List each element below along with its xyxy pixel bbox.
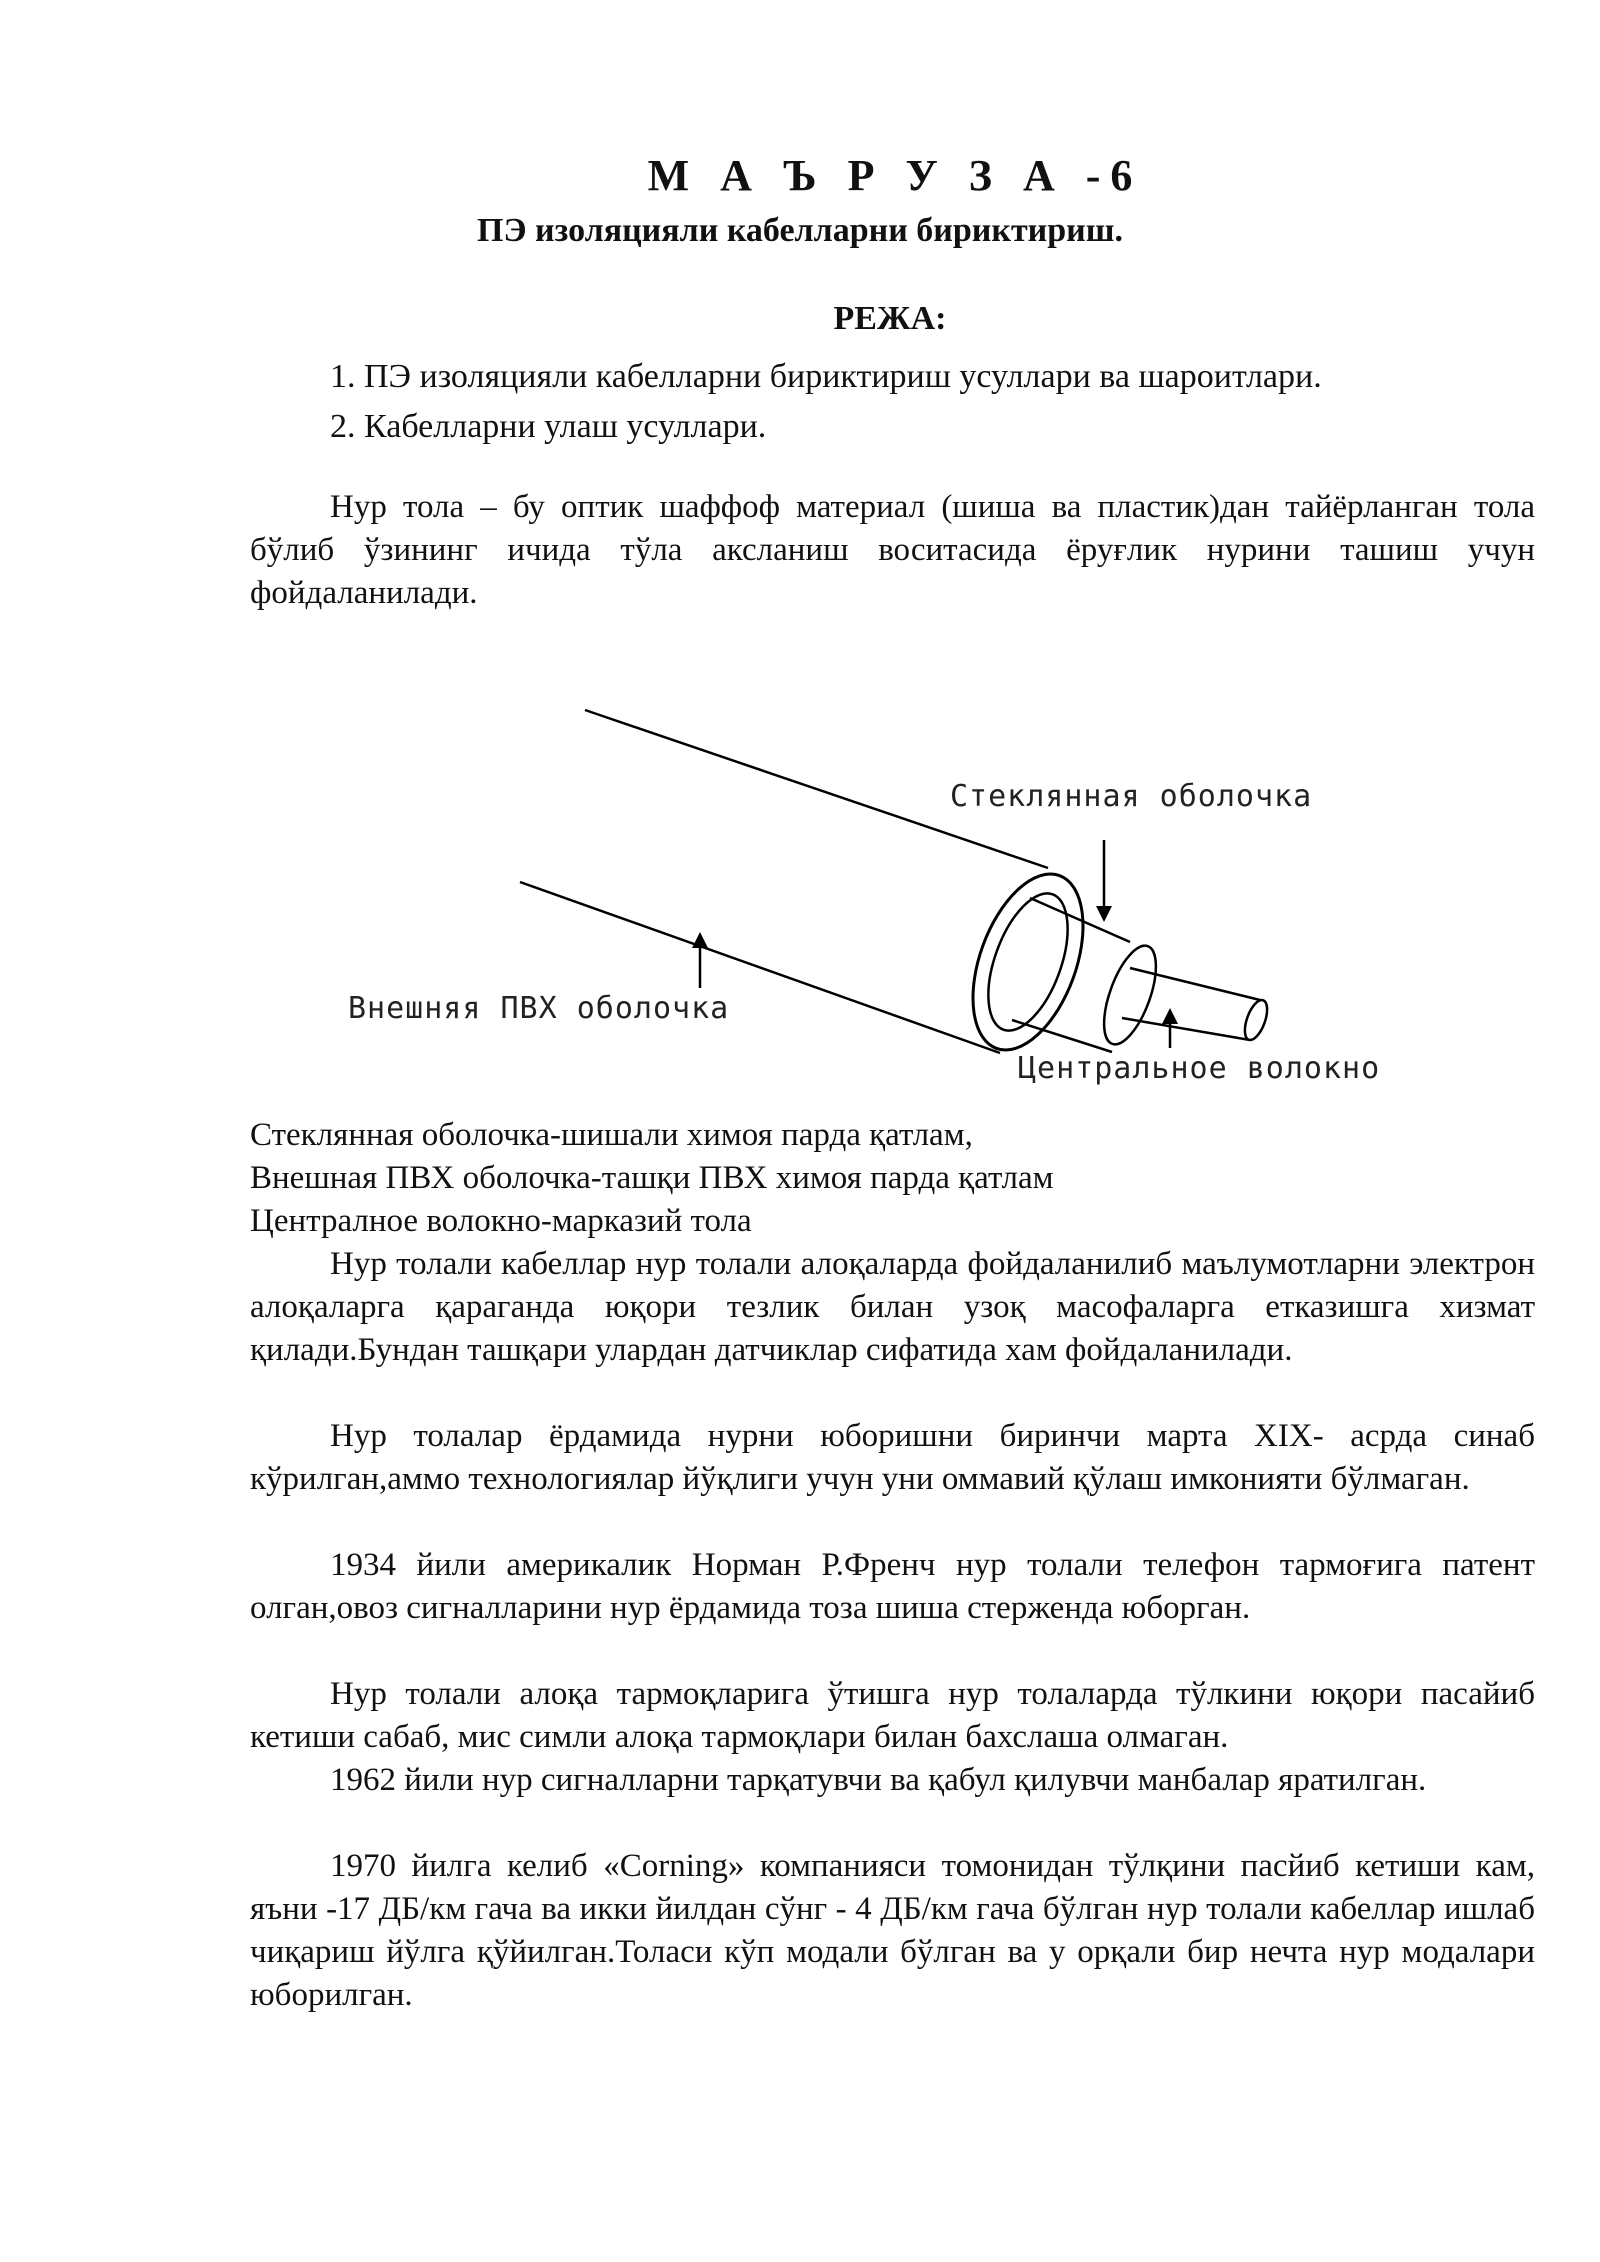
fiber-cable-diagram	[340, 700, 1480, 1100]
legend-line: Централное волокно-марказий тола	[250, 1203, 752, 1239]
fiber-bottom-line	[1122, 1018, 1250, 1040]
lecture-subtitle: ПЭ изоляцияли кабелларни бириктириш.	[477, 212, 1123, 249]
sheath-bottom-line	[520, 882, 1000, 1053]
glass-cladding-ring	[972, 883, 1083, 1041]
cladding-end	[1093, 939, 1166, 1050]
label-central-fiber: Центральное волокно	[1018, 1051, 1381, 1086]
cladding-bottom-line	[1012, 1020, 1112, 1052]
label-glass-cladding: Стеклянная оболочка	[950, 779, 1313, 814]
plan-item: 2. Кабелларни улаш усуллари.	[330, 408, 767, 445]
fiber-end	[1240, 997, 1271, 1043]
intro-paragraph: Нур тола – бу оптик шаффоф материал (шиша ва пластик)дан тайёрланган тола бўлиб ўзининг ичида тўла аксланиш воситасида ёруғлик нурини ташиш учун фойдаланилади.	[250, 489, 1535, 611]
legend-line: Внешная ПВХ оболочка-ташқи ПВХ химоя парда қатлам	[250, 1160, 1054, 1196]
body-paragraph: Нур толали алоқа тармоқларига ўтишга нур толаларда тўлкини юқори пасайиб кетиши сабаб, мис симли алоқа тармоқлари билан бахслаша олмаган.	[250, 1676, 1535, 1755]
body-paragraph: Нур толалар ёрдамида нурни юборишни биринчи марта XIX- асрда синаб кўрилган,аммо технологиялар йўқлиги учун уни оммавий қўлаш имконияти бўлмаган.	[250, 1418, 1535, 1497]
body-paragraph: 1970 йилга келиб «Corning» компанияси томонидан тўлқини пасйиб кетиши кам, яъни -17 ДБ/км гача ва икки йилдан сўнг - 4 ДБ/км гача бўлган нур толали кабеллар ишлаб чиқариш йўлга қўйилган.Толаси кўп модали бўлган ва у орқали бир нечта нур модалари юборилган.	[250, 1848, 1535, 2013]
plan-item: 1. ПЭ изоляцияли кабелларни бириктириш усуллари ва шароитлари.	[330, 358, 1322, 395]
outer-sheath-ring	[951, 859, 1104, 1065]
body-paragraph: 1934 йили америкалик Норман Р.Френч нур толали телефон тармоғига патент олган,овоз сигналларини нур ёрдамида тоза шиша стерженда юборган.	[250, 1547, 1535, 1626]
plan-heading: РЕЖА:	[833, 300, 947, 337]
label-pvc-sheath: Внешняя ПВХ оболочка	[348, 991, 730, 1026]
plan-list	[330, 352, 1580, 452]
body-paragraph: 1962 йили нур сигналларни тарқатувчи ва қабул қилувчи манбалар яратилган.	[330, 1762, 1427, 1798]
body-paragraph: Нур толали кабеллар нур толали алоқаларда фойдаланилиб маълумотларни электрон алоқаларга қараганда юқори тезлик билан узоқ масофаларга етказишга хизмат қилади.Бундан ташқари улардан датчиклар сифатида хам фойдаланилади.	[250, 1246, 1535, 1368]
arrow-glass-head	[1096, 906, 1112, 922]
lecture-title: М А Ъ Р У З А -6	[647, 151, 1143, 200]
arrow-pvc-head	[692, 932, 708, 948]
legend-line: Стеклянная оболочка-шишали химоя парда қатлам,	[250, 1117, 973, 1153]
arrow-fiber-head	[1162, 1008, 1178, 1024]
